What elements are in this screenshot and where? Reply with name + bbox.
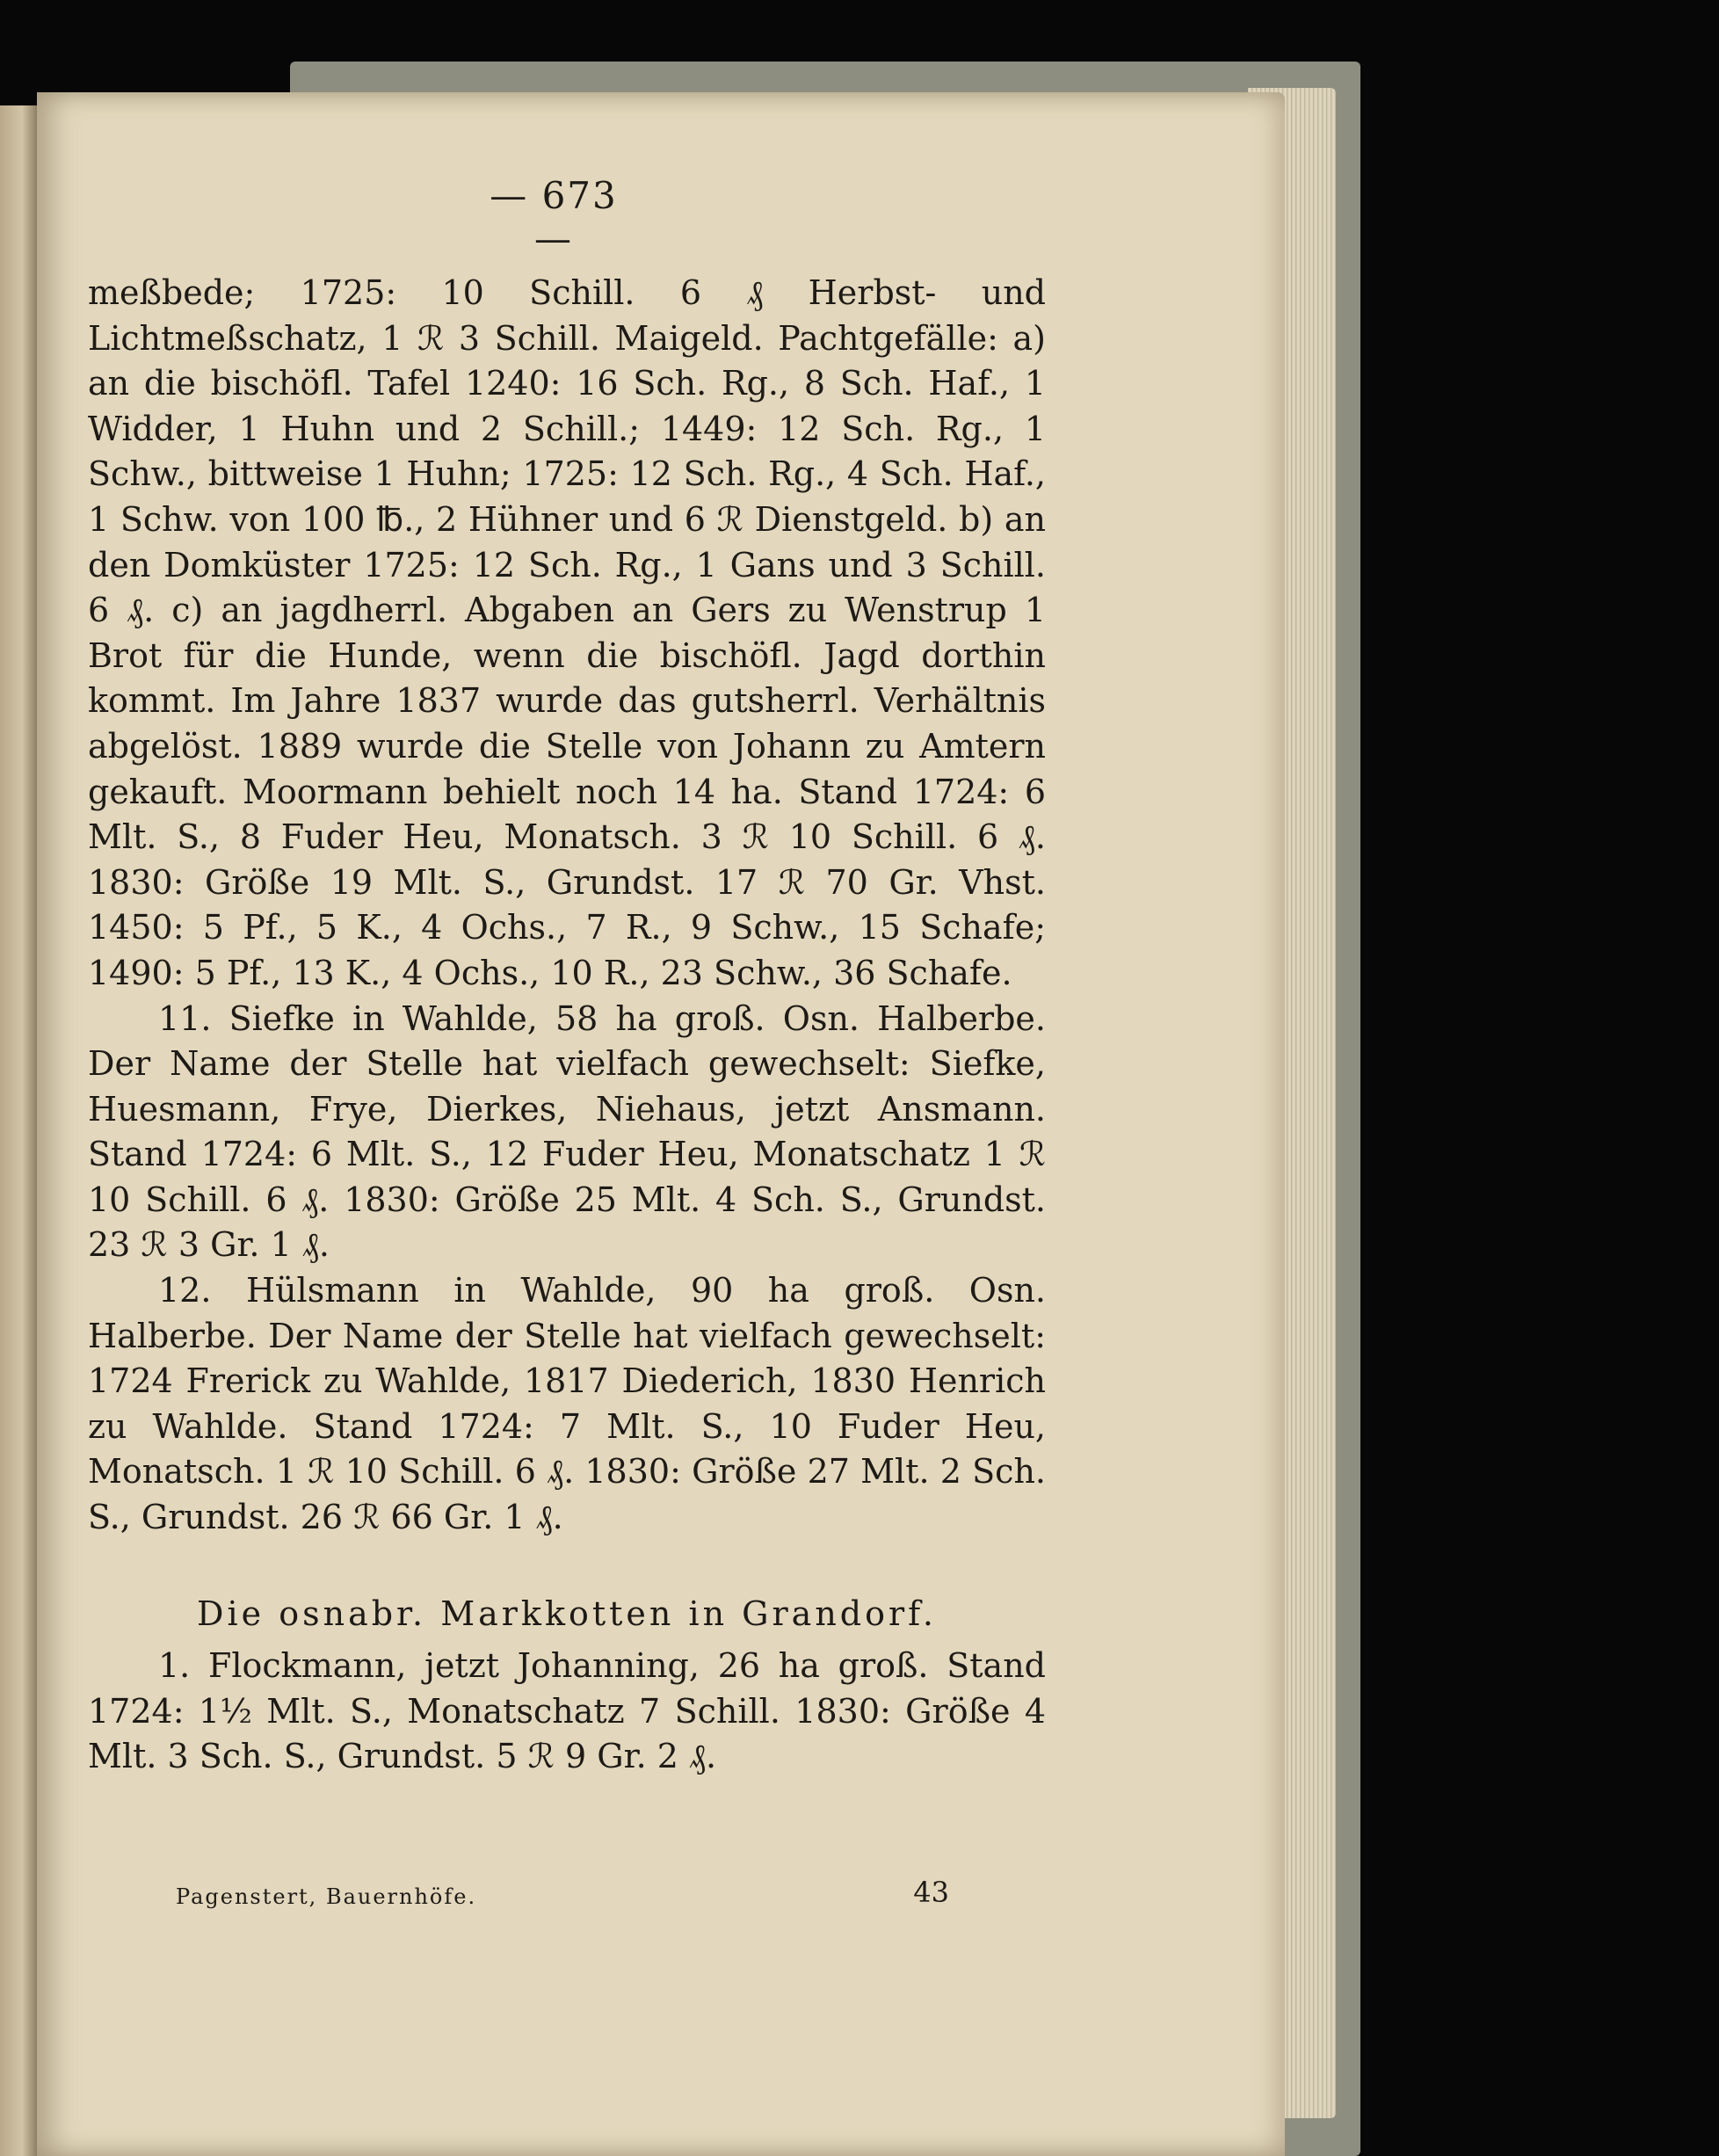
paragraph-entry-11: 11. Siefke in Wahlde, 58 ha groß. Osn. Halberbe. Der Name der Stelle hat vielfach gewechselt: Siefke, Huesmann, Frye, Dierkes, Niehaus, jetzt Ansmann. Stand 1724: 6 Mlt. S., 12 Fuder Heu, Monatschatz 1 ℛ 10 Schill. 6 ₰. 1830: Größe 25 Mlt. 4 Sch. S., Grundst. 23 ℛ 3 Gr. 1 ₰. <box>88 998 1046 1265</box>
page-footer <box>176 1876 949 1911</box>
section-heading: Die osnabr. Markkotten in Grandorf. <box>197 1593 937 1633</box>
page-body <box>88 271 1046 1780</box>
footer-signature-mark: 43 <box>913 1876 949 1909</box>
paragraph-entry-1: 1. Flockmann, jetzt Johanning, 26 ha groß. Stand 1724: 1½ Mlt. S., Monatschatz 7 Schill. 1830: Größe 4 Mlt. 3 Sch. S., Grundst. 5 ℛ 9 Gr. 2 ₰. <box>88 1646 1046 1776</box>
previous-page-edge <box>0 105 37 2156</box>
page-number: — 673 — <box>490 174 618 260</box>
section-gap <box>88 1541 1046 1592</box>
paragraph-entry-12: 12. Hülsmann in Wahlde, 90 ha groß. Osn. Halberbe. Der Name der Stelle hat vielfach gewechselt: 1724 Frerick zu Wahlde, 1817 Diederich, 1830 Henrich zu Wahlde. Stand 1724: 7 Mlt. S., 10 Fuder Heu, Monatsch. 1 ℛ 10 Schill. 6 ₰. 1830: Größe 27 Mlt. 2 Sch. S., Grundst. 26 ℛ 66 Gr. 1 ₰. <box>88 1271 1046 1537</box>
footer-author-line: Pagenstert, Bauernhöfe. <box>176 1884 477 1909</box>
paragraph-continuation: meßbede; 1725: 10 Schill. 6 ₰ Herbst- und Lichtmeßschatz, 1 ℛ 3 Schill. Maigeld. Pachtgefälle: a) an die bischöfl. Tafel 1240: 16 Sch. Rg., 8 Sch. Haf., 1 Widder, 1 Huhn und 2 Schill.; 1449: 12 Sch. Rg., 1 Schw., bittweise 1 Huhn; 1725: 12 Sch. Rg., 4 Sch. Haf., 1 Schw. von 100 ℔., 2 Hühner und 6 ℛ Dienstgeld. b) an den Domküster 1725: 12 Sch. Rg., 1 Gans und 3 Schill. 6 ₰. c) an jagdherrl. Abgaben an Gers zu Wenstrup 1 Brot für die Hunde, wenn die bischöfl. Jagd dorthin kommt. Im Jahre 1837 wurde das gutsherrl. Verhältnis abgelöst. 1889 wurde die Stelle von Johann zu Amtern gekauft. Moormann behielt noch 14 ha. Stand 1724: 6 Mlt. S., 8 Fuder Heu, Monatsch. 3 ℛ 10 Schill. 6 ₰. 1830: Größe 19 Mlt. S., Grundst. 17 ℛ 70 Gr. Vhst. 1450: 5 Pf., 5 K., 4 Ochs., 7 R., 9 Schw., 15 Schafe; 1490: 5 Pf., 13 K., 4 Ochs., 10 R., 23 Schw., 36 Schafe. <box>88 273 1046 992</box>
